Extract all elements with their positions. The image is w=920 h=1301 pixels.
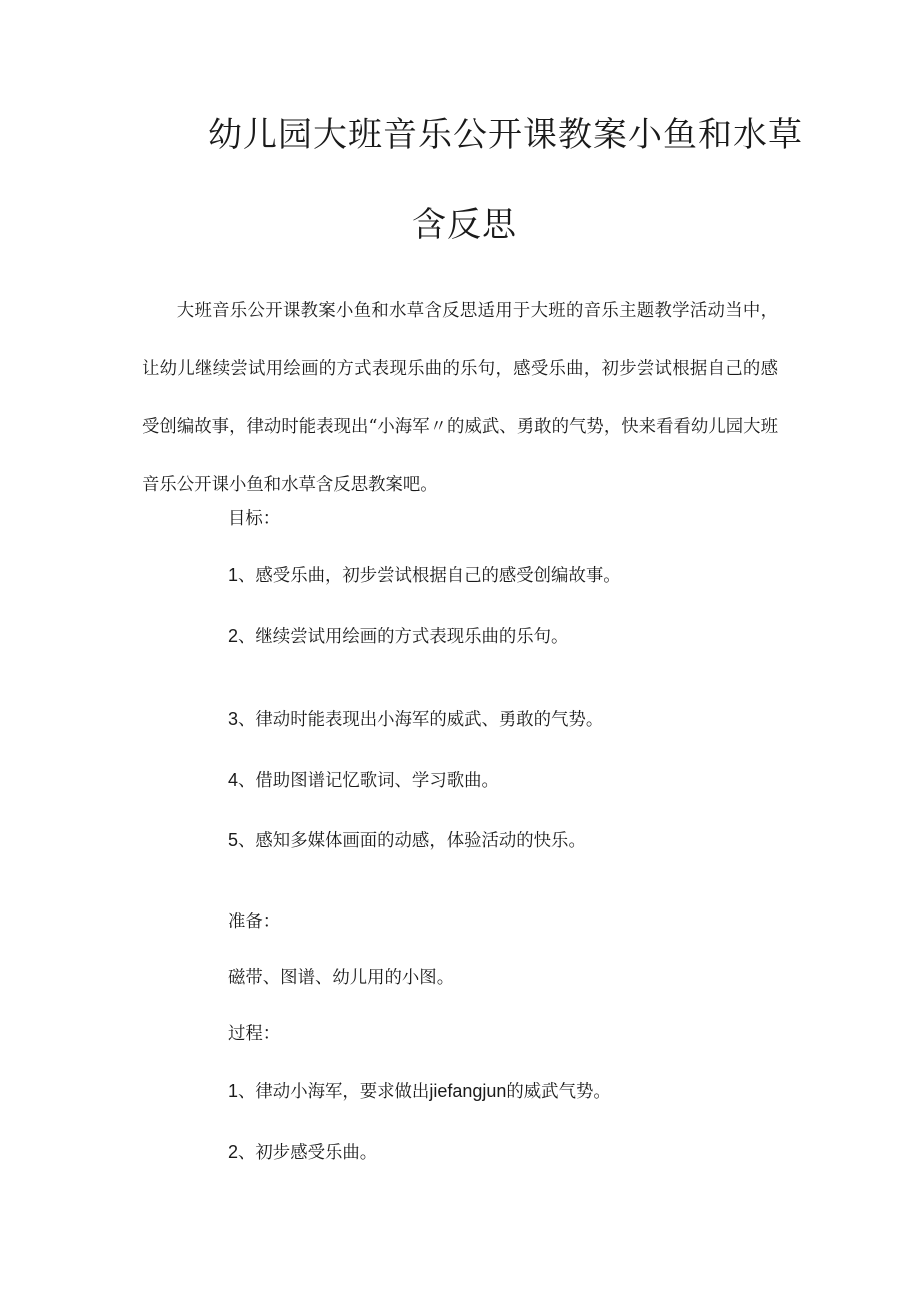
goal-item-text: 、借助图谱记忆歌词、学习歌曲。 <box>238 771 499 791</box>
process-heading: 过程： <box>228 1024 281 1044</box>
goal-item-number: 4 <box>228 770 239 790</box>
intro-paragraph: 大班音乐公开课教案小鱼和水草含反思适用于大班的音乐主题教学活动当中，让幼儿继续尝试用绘画的方式表现乐曲的乐句，感受乐曲，初步尝试根据自己的感受创编故事，律动时能表现出“小海军〃的威武、勇敢的气势，快来看看幼儿园大班音乐公开课小鱼和水草含反思教案吧。 <box>142 301 778 495</box>
goal-item-number: 3 <box>228 709 239 729</box>
process-item-text: 、初步感受乐曲。 <box>238 1143 378 1163</box>
page-title-line-2: 含反思 <box>412 205 517 245</box>
goal-item-5 <box>228 831 586 850</box>
goal-item-3 <box>228 710 603 729</box>
process-item-1 <box>228 1082 611 1101</box>
preparation-heading: 准备： <box>228 912 281 932</box>
goal-item-number: 2 <box>228 626 239 646</box>
process-item-text: 、律动小海军，要求做出 <box>238 1082 430 1102</box>
goal-item-text: 、感受乐曲，初步尝试根据自己的感受创编故事。 <box>238 566 621 586</box>
process-item-pinyin: jiefangjun <box>429 1081 507 1101</box>
goal-item-text: 、继续尝试用绘画的方式表现乐曲的乐句。 <box>238 627 569 647</box>
goal-item-4 <box>228 771 499 790</box>
goal-item-text: 、感知多媒体画面的动感，体验活动的快乐。 <box>238 831 586 851</box>
process-item-number: 2 <box>228 1142 239 1162</box>
goal-item-2 <box>228 627 568 646</box>
goal-item-text: 、律动时能表现出小海军的威武、勇敢的气势。 <box>238 710 604 730</box>
process-item-2 <box>228 1143 377 1162</box>
process-item-text-end: 的威武气势。 <box>506 1082 611 1102</box>
preparation-text: 磁带、图谱、幼儿用的小图。 <box>228 968 455 988</box>
goal-item-1 <box>228 566 621 585</box>
goal-item-number: 1 <box>228 565 239 585</box>
goals-heading: 目标： <box>228 509 281 529</box>
page-title-line-1: 幼儿园大班音乐公开课教案小鱼和水草 <box>208 115 803 155</box>
goal-item-number: 5 <box>228 830 239 850</box>
process-item-number: 1 <box>228 1081 239 1101</box>
